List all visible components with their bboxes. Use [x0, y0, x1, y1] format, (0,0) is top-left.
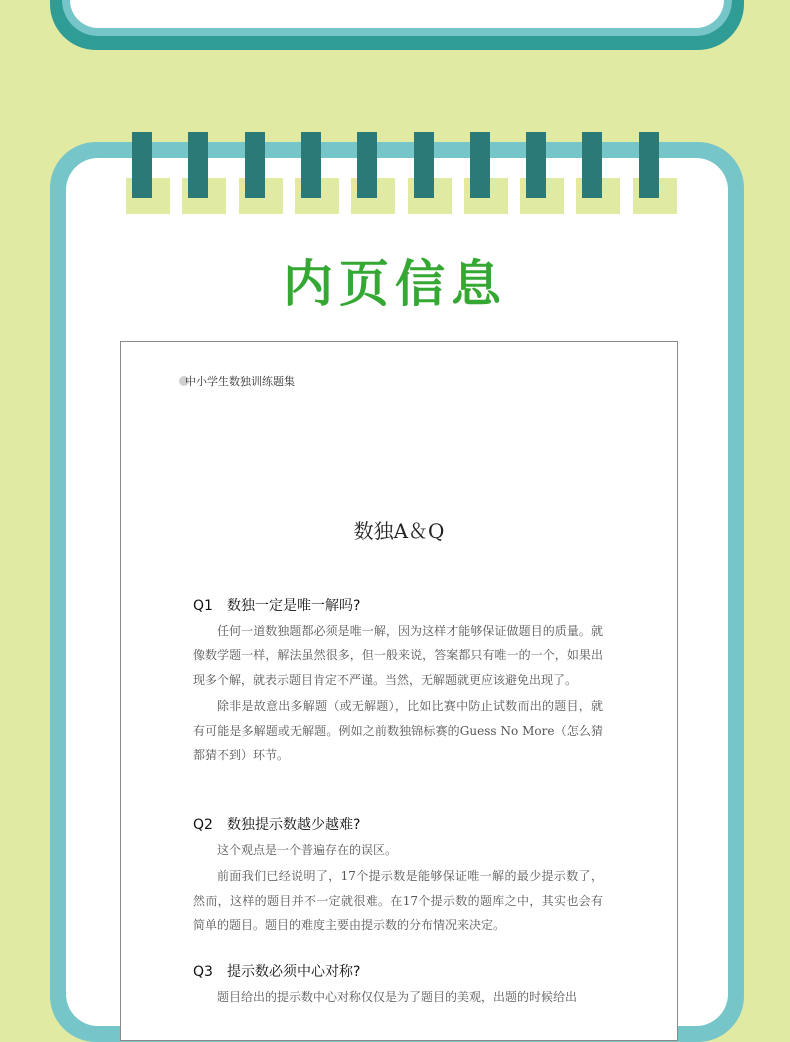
ring-bar [526, 132, 546, 198]
previous-card-border [62, 0, 732, 36]
question-text: 数独一定是唯一解吗? [227, 598, 361, 614]
spiral-ring [126, 132, 170, 214]
ring-bar [414, 132, 434, 198]
ring-bar [639, 132, 659, 198]
question-text: 数独提示数越少越难? [227, 817, 361, 833]
answer-paragraph: 除非是故意出多解题（或无解题），比如比赛中防止试数而出的题目，就有可能是多解题或无解题。例如之前数独锦标赛的Guess No More（怎么猜都猜不到）环节。 [193, 699, 603, 763]
spiral-ring [576, 132, 620, 214]
question-text: 提示数必须中心对称? [227, 964, 361, 980]
spiral-ring [239, 132, 283, 214]
qa-item [193, 595, 603, 769]
ring-bar [301, 132, 321, 198]
previous-card-body [70, 0, 724, 28]
spiral-ring [182, 132, 226, 214]
section-title: 数独A＆Q [353, 519, 445, 543]
ring-bar [582, 132, 602, 198]
spiral-binding [126, 132, 672, 214]
question-number: Q3 [193, 964, 213, 980]
answer-paragraph: 前面我们已经说明了，17个提示数是能够保证唯一解的最少提示数了，然而，这样的题目并不一定就很难。在17个提示数的题库之中，其实也会有简单的题目。题目的难度主要由提示数的分布情况来决定。 [193, 869, 603, 933]
book-title-text: 中小学生数独训练题集 [185, 375, 295, 388]
ring-bar [132, 132, 152, 198]
page-heading: 内页信息 [283, 255, 507, 313]
spiral-ring [633, 132, 677, 214]
inner-page-preview [120, 341, 678, 1041]
ring-bar [188, 132, 208, 198]
spiral-ring [464, 132, 508, 214]
question [193, 595, 603, 615]
question-number: Q2 [193, 817, 213, 833]
spiral-ring [408, 132, 452, 214]
spiral-ring [295, 132, 339, 214]
ring-bar [357, 132, 377, 198]
answer-paragraph: 题目给出的提示数中心对称仅仅是为了题目的美观，出题的时候给出 [217, 990, 578, 1004]
spiral-ring [520, 132, 564, 214]
ring-bar [470, 132, 490, 198]
answer-paragraph: 这个观点是一个普遍存在的误区。 [217, 843, 398, 857]
question [193, 814, 603, 834]
question-number: Q1 [193, 598, 213, 614]
ring-bar [245, 132, 265, 198]
qa-item [193, 814, 603, 940]
spiral-ring [351, 132, 395, 214]
answer-paragraph: 任何一道数独题都必须是唯一解，因为这样才能够保证做题目的质量。就像数学题一样，解法虽然很多，但一般来说，答案都只有唯一的一个，如果出现多个解，就表示题目肯定不严谨。当然，无解题就更应该避免出现了。 [193, 624, 603, 687]
previous-card [50, 0, 744, 50]
question [193, 961, 603, 981]
book-title [179, 373, 295, 389]
